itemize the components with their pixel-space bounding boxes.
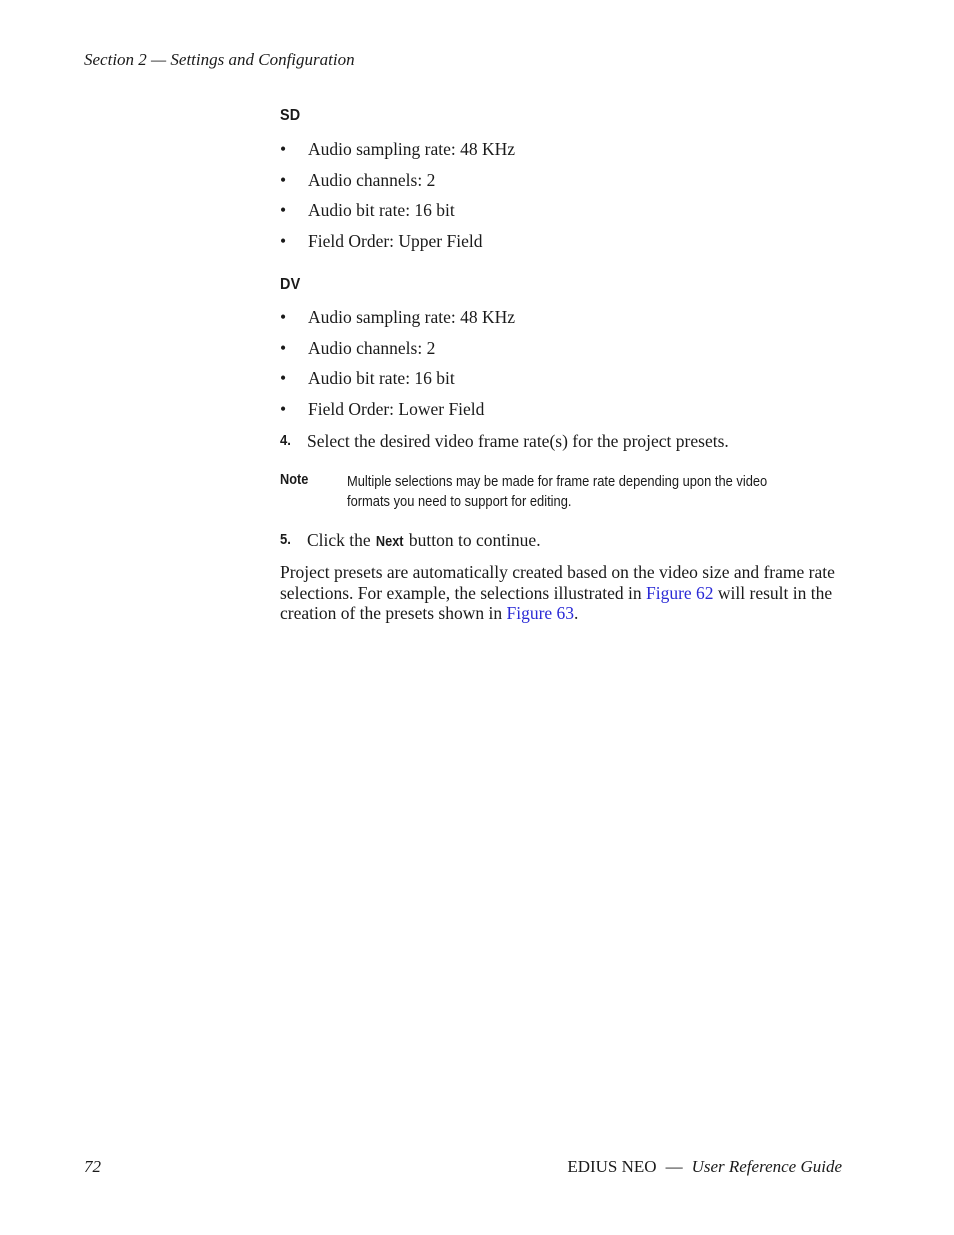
step-number: 4. [280, 433, 291, 449]
figure-63-link[interactable]: Figure 63 [506, 603, 575, 623]
next-button-reference: Next [375, 534, 404, 550]
footer-title [567, 1157, 842, 1177]
step-text: Select the desired video frame rate(s) for the project presets. [307, 431, 729, 451]
bullet-icon: • [280, 230, 287, 251]
guide-name: User Reference Guide [691, 1157, 842, 1176]
note-label: Note [280, 471, 309, 488]
section-heading-dv: DV [280, 276, 301, 293]
bullet-icon: • [280, 368, 287, 388]
bullet-icon: • [280, 337, 287, 358]
product-name: EDIUS NEO [567, 1157, 657, 1176]
page-number: 72 [84, 1157, 101, 1176]
bullet-icon: • [280, 139, 287, 159]
bullet-icon: • [280, 307, 287, 327]
step-number: 5. [280, 532, 291, 548]
note-text: Multiple selections may be made for frame rate depending upon the video formats you need to support for editing. [347, 473, 768, 510]
body-paragraph: Project presets are automatically created based on the video size and frame rate selections. For example, the selections illustrated in Figure 62 will result in the creation of the presets shown in Figure 63. [280, 562, 835, 623]
running-header: Section 2 — Settings and Configuration [84, 50, 355, 69]
figure-62-link[interactable]: Figure 62 [645, 582, 714, 603]
step-text: Click the Next button to continue. [307, 530, 541, 550]
footer-separator: — [665, 1157, 683, 1176]
bullet-icon: • [280, 169, 287, 190]
section-heading-sd: SD [280, 107, 301, 124]
bullet-icon: • [280, 398, 287, 419]
bullet-icon: • [280, 200, 287, 220]
